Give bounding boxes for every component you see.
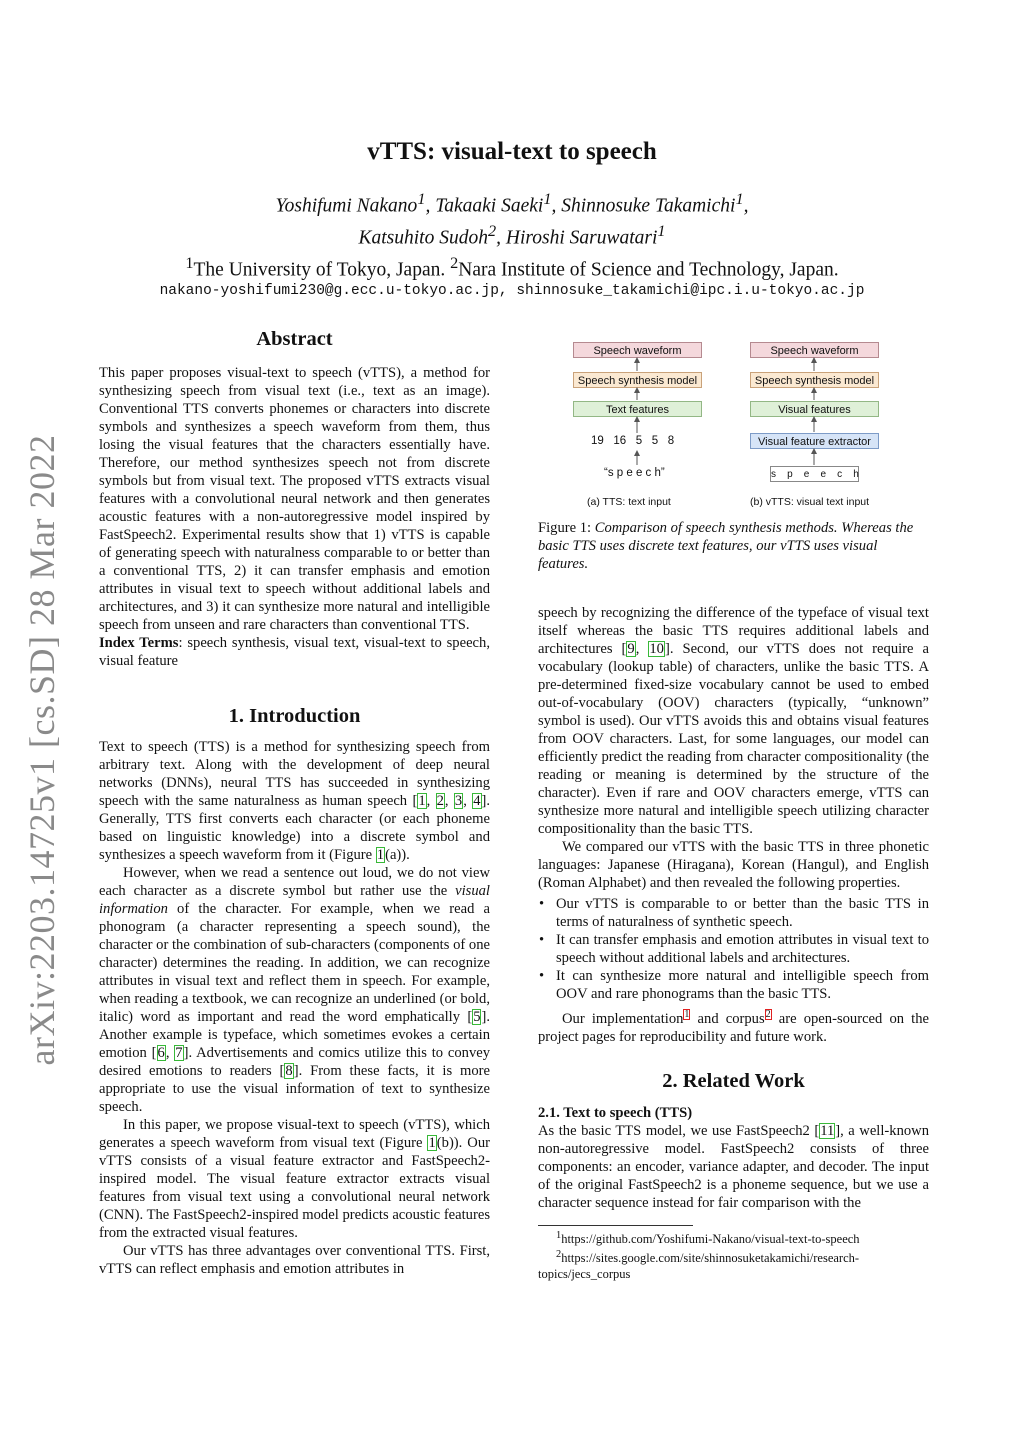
figure-arrows bbox=[560, 335, 920, 515]
abstract-text: This paper proposes visual-text to speech (vTTS), a method for synthesizing speech from visual text (i.e., text as an image). Conventional TTS converts phonemes or characters into discrete symbols and synthesizes a speech waveform from them, thus losing the visual features that the characters essentially have. Therefore, our method synthesizes speech not from discrete symbols but from visual text. The proposed vTTS extracts visual features with a convolutional neural network and then generates acoustic features with a non-autoregressive model inspired by FastSpeech2. Experimental results show that 1) vTTS is capable of generating speech with naturalness comparable to or better than a conventional TTS, 2) it can transfer emphasis and emotion attributes in visual text to speech without additional labels and architectures, and 3) it can synthesize more natural and intelligible speech from unseen and rare characters than conventional TTS. bbox=[99, 365, 490, 633]
body-paragraph: We compared our vTTS with the basic TTS in three phonetic languages: Japanese (Hiragana), Korean (Hangul), and English (Roman Alphabet) and then revealed the following properties. bbox=[538, 839, 929, 891]
author-affil-sup: 1 bbox=[657, 221, 666, 240]
intro-heading: 1. Introduction bbox=[228, 705, 361, 727]
author-sep: , bbox=[743, 195, 749, 217]
arxiv-id-text: arXiv:2203.14725v1 [cs.SD] 28 Mar 2022 bbox=[22, 434, 62, 1066]
author-name: Yoshifumi Nakano bbox=[275, 195, 418, 217]
intro-body bbox=[99, 738, 490, 1278]
emphasis-text: visual information bbox=[99, 883, 490, 917]
footnote-number: 2 bbox=[556, 1249, 562, 1261]
body-paragraph bbox=[538, 1122, 929, 1212]
text-input-string: “s p e e c h” bbox=[604, 467, 665, 479]
text-run: ]. Generally, TTS first converts each character (or each phoneme based on linguistic knowledge) into a discrete symbol and synthesizes a speech waveform from it (Figure bbox=[99, 793, 491, 863]
left-text-features-box: Text features bbox=[573, 401, 702, 417]
text-run: In this paper, we propose visual-text to speech (vTTS), which generates a speech waveform from visual text (Figure bbox=[99, 1117, 490, 1151]
related-work-body bbox=[538, 1104, 929, 1212]
footnote-number: 1 bbox=[556, 1230, 562, 1241]
footnote-link[interactable]: 1 bbox=[684, 1009, 690, 1020]
right-diagram-caption: (b) vTTS: visual text input bbox=[750, 496, 870, 508]
affil-sup: 2 bbox=[450, 254, 459, 272]
author-name: Katsuhito Sudoh bbox=[358, 227, 488, 248]
text-run: ], a well-known non-autoregressive model. FastSpeech2 consists of three components: an encoder, variance adapter, and decoder. The input of the original FastSpeech2 is a phoneme sequence, but we use a character sequence instead for fair comparison with the bbox=[538, 1123, 930, 1211]
arrow-lines bbox=[637, 360, 814, 465]
related-work-heading: 2. Related Work bbox=[662, 1070, 805, 1092]
footnote-2 bbox=[538, 1247, 929, 1282]
right-column-body bbox=[538, 604, 929, 1046]
text-run: and corpus bbox=[690, 1010, 765, 1027]
author-name: Shinnosuke Takamichi bbox=[561, 195, 736, 217]
intro-paragraph bbox=[99, 1116, 490, 1242]
intro-paragraph: Our vTTS has three advantages over conventional TTS. First, vTTS can reflect emphasis and emotion attributes in bbox=[99, 1243, 490, 1277]
body-paragraph: speech by recognizing the difference of the typeface of visual text itself whereas the basic TTS requires additional labels and architectures [9, 10]. Second, our vTTS does not require a vocabulary (lookup table) of characters, unlike the basic TTS. A pre-determined fixed-size vocabulary cannot be used to embed out-of-vocabulary (OOV) characters (typically, “unknown” symbol is used). Our vTTS avoids this and obtains visual features from OOV characters. Last, for some languages, our model can efficiently predict the reading from character compositionality (the reading or meaning is determined by the structure of the character). Even if rare and OOV characters emerge, vTTS can synthesize more natural and intelligible speech utilizing character compositionality than the basic TTS. bbox=[538, 605, 929, 837]
author-line-1 bbox=[0, 187, 1024, 219]
author-affil-sup: 1 bbox=[735, 190, 744, 208]
author-sep: , bbox=[496, 227, 506, 248]
footnote-divider bbox=[538, 1225, 693, 1226]
text-run: are open-sourced on the project pages for reproducibility and future work. bbox=[538, 1010, 929, 1045]
visual-feature-extractor-box: Visual feature extractor bbox=[750, 433, 879, 449]
citation-link[interactable]: 3 bbox=[454, 793, 463, 809]
figure-caption-text: Comparison of speech synthesis methods. Whereas the basic TTS uses discrete text features, our vTTS uses visual features. bbox=[538, 520, 914, 572]
text-run: ]. Advertisements and comics utilize this to convey desired emotions to readers [ bbox=[99, 1045, 491, 1079]
index-terms-label: Index Terms bbox=[99, 635, 179, 651]
citation-link[interactable]: 7 bbox=[175, 1045, 183, 1061]
left-synthesis-model-box: Speech synthesis model bbox=[573, 372, 702, 388]
left-speech-waveform-box: Speech waveform bbox=[573, 342, 702, 358]
citation-link[interactable]: 5 bbox=[473, 1009, 481, 1025]
citation-link[interactable]: 2 bbox=[436, 793, 444, 809]
author-name: Takaaki Saeki bbox=[435, 195, 544, 217]
subsection-heading: 2.1. Text to speech (TTS) bbox=[538, 1105, 693, 1121]
text-id-sequence: 19 16 5 5 8 bbox=[591, 435, 675, 447]
index-terms-text: : speech synthesis, visual text, visual-text to speech, visual feature bbox=[99, 635, 490, 669]
text-run: Our implementation bbox=[562, 1010, 684, 1027]
author-sep: , bbox=[425, 195, 436, 217]
citation-link[interactable]: 11 bbox=[820, 1123, 835, 1139]
intro-paragraph: Text to speech (TTS) is a method for synthesizing speech from arbitrary text. Along with the development of deep neural networks (DNNs), neural TTS has succeeded in synthesizing speech with the same naturalness as human speech [1, 2, 3, 4]. Generally, TTS first converts each character (or each phoneme based on linguistic knowledge) into a discrete symbol and synthesizes a speech waveform from it (Figure 1(a)). bbox=[99, 739, 491, 863]
abstract-heading: Abstract bbox=[256, 328, 333, 350]
affil-text: The University of Tokyo, Japan. bbox=[193, 259, 451, 281]
text-run: speech by recognizing the difference of the typeface of visual text itself whereas the basic TTS requires additional labels and architectures [ bbox=[538, 605, 929, 657]
footnote-url[interactable]: https://sites.google.com/site/shinnosuketakamichi/research-topics/jecs_corpus bbox=[538, 1251, 860, 1282]
right-visual-features-box: Visual features bbox=[750, 401, 879, 417]
text-run: ]. From these facts, it is more appropriate to use the visual information of text to synthesize speech. bbox=[99, 1063, 490, 1115]
text-run: of the character. For example, when we read a phonogram (a character representing a speech sound), the character or the combination of sub-characters (components of one character) determines the reading. In addition, we can recognize attributes in visual text and reflect them in speech. For example, when reading a textbook, we can recognize an underlined (or bold, italic) word as important and read the word emphatically [ bbox=[99, 901, 490, 1025]
figure-ref-link[interactable]: 1 bbox=[428, 1135, 436, 1151]
arxiv-sidebar-id bbox=[14, 434, 70, 1066]
text-run: (b)). Our vTTS consists of a visual feature extractor and FastSpeech2-inspired model. The visual feature extractor extracts visual features from visual text using a convolutional neural network (CNN). The FastSpeech2-inspired model predicts acoustic features from the extracted visual features. bbox=[99, 1135, 490, 1241]
citation-link[interactable]: 4 bbox=[473, 793, 481, 809]
text-run: ]. Another example is typeface, which sometimes evokes a certain emotion [ bbox=[99, 1009, 490, 1061]
author-sep: , bbox=[551, 195, 562, 217]
author-affil-sup: 2 bbox=[487, 221, 497, 240]
text-run: As the basic TTS model, we use FastSpeech2 [ bbox=[538, 1123, 820, 1139]
list-item: • It can synthesize more natural and intelligible speech from OOV and rare phonograms than the basic TTS. bbox=[556, 967, 929, 1003]
right-synthesis-model-box: Speech synthesis model bbox=[750, 372, 879, 388]
abstract-body bbox=[99, 364, 490, 670]
author-affil-sup: 1 bbox=[417, 190, 426, 208]
figure-ref-link[interactable]: 1 bbox=[376, 847, 385, 863]
author-emails: nakano-yoshifumi230@g.ecc.u-tokyo.ac.jp, shinnosuke_takamichi@ipc.i.u-tokyo.ac.jp bbox=[159, 283, 865, 299]
left-diagram-caption: (a) TTS: text input bbox=[587, 496, 671, 508]
figure-caption bbox=[538, 519, 929, 573]
properties-list bbox=[538, 895, 929, 1003]
citation-link[interactable]: 9 bbox=[627, 641, 635, 657]
list-item: • Our vTTS is comparable to or better than the basic TTS in terms of naturalness of synthetic speech. bbox=[556, 895, 929, 931]
citation-link[interactable]: 8 bbox=[285, 1063, 293, 1079]
figure-caption-label: Figure 1: bbox=[538, 520, 592, 536]
visual-text-image-box: s p e e c h bbox=[770, 466, 859, 482]
footnotes bbox=[538, 1228, 929, 1282]
text-run: However, when we read a sentence out loud, we do not view each character as a discrete symbol but rather use the bbox=[99, 865, 490, 899]
citation-link[interactable]: 1 bbox=[418, 793, 426, 809]
affil-text: Nara Institute of Science and Technology, Japan. bbox=[458, 259, 839, 281]
author-name: Hiroshi Saruwatari bbox=[505, 227, 658, 248]
intro-paragraph: However, when we read a sentence out loud, we do not view each character as a discrete symbol but rather use the visual information of the character. For example, when we read a phonogram (a character representing a speech sound), the character or the combination of sub-characters (components of one character) determines the reading. In addition, we can recognize attributes in visual text and reflect them in speech. For example, when reading a textbook, we can recognize an underlined (or bold, italic) word as important and read the word emphatically [5]. Another example is typeface, which sometimes evokes a certain emotion [6, 7]. Advertisements and comics utilize this to convey desired emotions to readers [8]. From these facts, it is more appropriate to use the visual information of text to synthesize speech. bbox=[99, 865, 491, 1115]
affiliations bbox=[0, 254, 1024, 282]
footnote-link[interactable]: 2 bbox=[765, 1009, 771, 1020]
figure-1 bbox=[560, 335, 920, 515]
affil-sup: 1 bbox=[185, 254, 194, 272]
footnote-url[interactable]: https://github.com/Yoshifumi-Nakano/visual-text-to-speech bbox=[561, 1232, 860, 1247]
author-affil-sup: 1 bbox=[543, 190, 552, 208]
citation-link[interactable]: 6 bbox=[157, 1045, 165, 1061]
author-line-2 bbox=[0, 219, 1024, 251]
body-paragraph bbox=[538, 1006, 929, 1046]
citation-link[interactable]: 10 bbox=[649, 641, 664, 657]
paper-title: vTTS: visual-text to speech bbox=[367, 138, 657, 165]
text-run: Text to speech (TTS) is a method for synthesizing speech from arbitrary text. Along with the development of deep neural networks (DNNs), neural TTS has succeeded in synthesizing speech with the same naturalness as human speech [ bbox=[99, 739, 490, 809]
text-run: ]. Second, our vTTS does not require a vocabulary (lookup table) of characters, unlike the basic TTS. A pre-determined fixed-size vocabulary cannot be used to embed out-of-vocabulary (OOV) characters (typically, “unknown” symbol is used). Our vTTS avoids this and obtains visual features from OOV characters. Last, for some languages, our model can efficiently predict the reading from character compositionality (the reading or meaning is determined by the structure of the character). Even if rare and OOV characters emerge, vTTS can synthesize more natural and intelligible speech utilizing character compositionality than the basic TTS. bbox=[538, 641, 929, 837]
right-speech-waveform-box: Speech waveform bbox=[750, 342, 879, 358]
index-terms bbox=[99, 634, 490, 670]
footnote-1 bbox=[538, 1228, 929, 1247]
list-item: • It can transfer emphasis and emotion attributes in visual text to speech without additional labels and architectures. bbox=[556, 931, 929, 967]
text-run: (a)). bbox=[385, 847, 410, 863]
author-list bbox=[0, 187, 1024, 250]
